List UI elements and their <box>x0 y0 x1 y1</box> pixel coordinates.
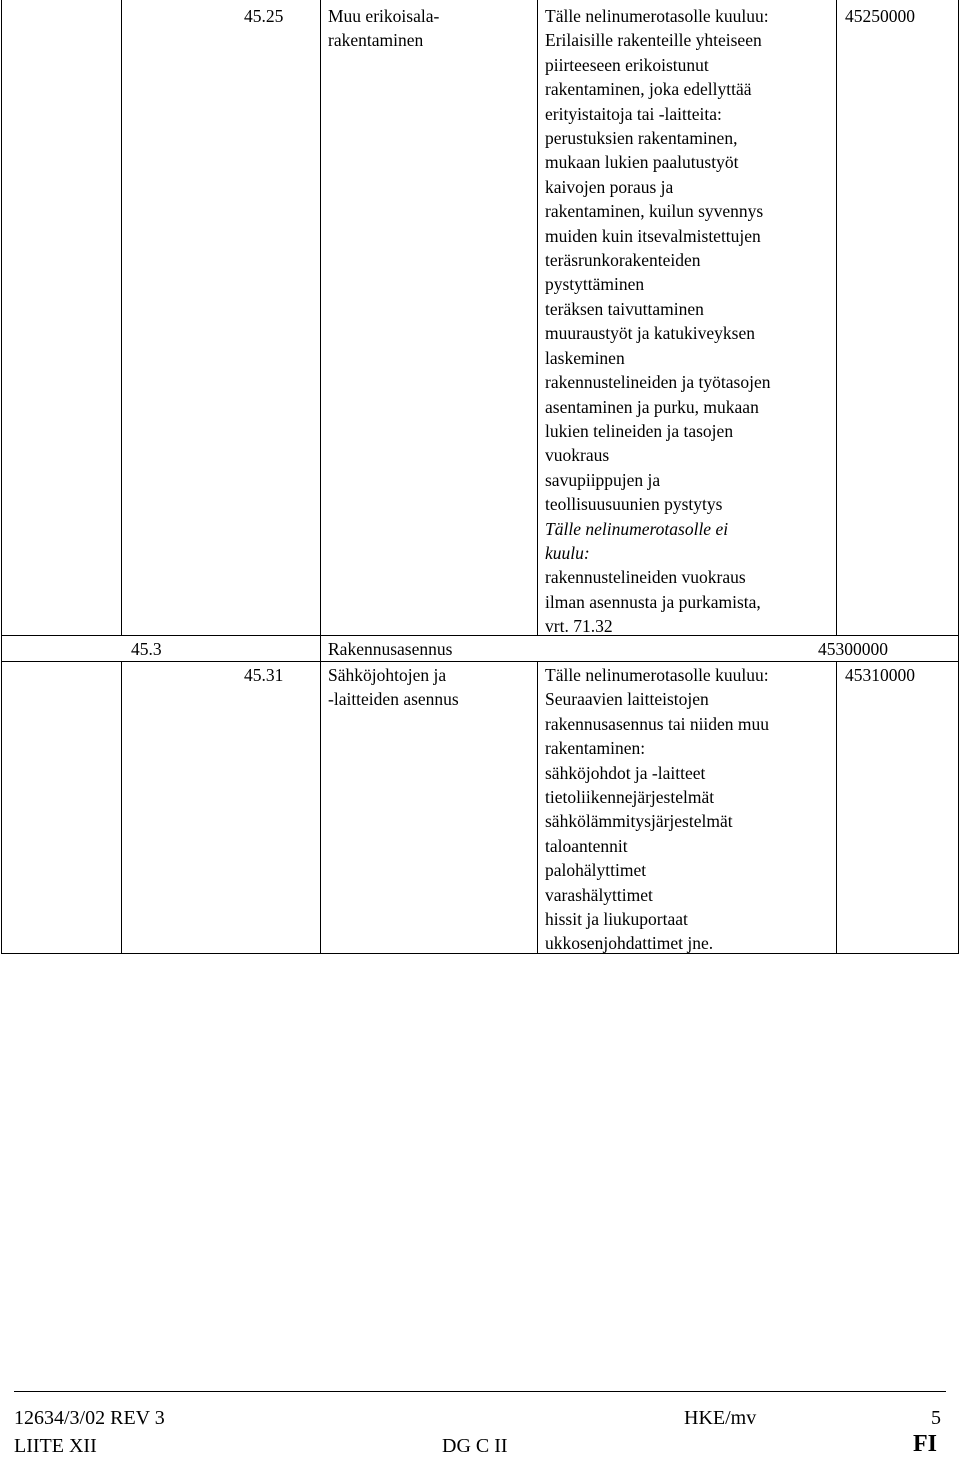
exclusion-line: ilman asennusta ja purkamista, <box>545 591 761 612</box>
footer-rule <box>14 1391 946 1392</box>
desc-line: sähköjohdot ja -laitteet <box>545 762 706 783</box>
exclusion-heading-line: kuulu: <box>545 542 590 563</box>
footer-initials: HKE/mv <box>684 1407 757 1429</box>
desc-line: varashälyttimet <box>545 884 653 905</box>
desc-line: Seuraavien laitteistojen <box>545 689 709 710</box>
desc-line: teollisuusuunien pystytys <box>545 494 723 515</box>
title-line: Muu erikoisala- <box>328 6 440 26</box>
exclusion-heading-line: Tälle nelinumerotasolle ei <box>545 518 729 539</box>
desc-line: ukkosenjohdattimet jne. <box>545 933 714 954</box>
desc-line: kaivojen poraus ja <box>545 176 674 197</box>
desc-line: perustuksien rakentaminen, <box>545 128 738 149</box>
table-border-bottom <box>1 953 959 954</box>
footer-doc-ref: 12634/3/02 REV 3 <box>14 1407 165 1429</box>
footer-page-number: 5 <box>931 1407 941 1429</box>
row-4531-code: 45.31 <box>244 665 284 685</box>
col-divider-836 <box>836 661 837 953</box>
footer-dg: DG C II <box>442 1435 508 1457</box>
row-4531-description <box>545 663 769 956</box>
desc-line: hissit ja liukuportaat <box>545 909 688 930</box>
desc-line: vuokraus <box>545 445 610 466</box>
desc-line: Erilaisille rakenteille yhteiseen <box>545 30 762 51</box>
row-453-code: 45.3 <box>131 639 162 659</box>
row-453-title: Rakennusasennus <box>328 639 453 659</box>
footer-annex: LIITE XII <box>14 1435 97 1457</box>
row-divider-635 <box>1 635 959 636</box>
desc-line: piirteeseen erikoistunut <box>545 54 709 75</box>
title-line: -laitteiden asennus <box>328 689 459 710</box>
footer-language: FI <box>913 1431 937 1457</box>
desc-line: pystyttäminen <box>545 274 645 295</box>
desc-line: taloantennit <box>545 835 628 856</box>
col-divider-320 <box>320 0 321 953</box>
row-4525-title <box>328 4 439 53</box>
desc-line: sähkölämmitysjärjestelmät <box>545 811 733 832</box>
row-4525-code: 45.25 <box>244 6 284 26</box>
row-4525-cpv: 45250000 <box>845 6 915 26</box>
desc-line: muuraustyöt ja katukiveyksen <box>545 323 755 344</box>
row-4525-description <box>545 4 770 639</box>
desc-line: erityistaitoja tai -laitteita: <box>545 103 722 124</box>
row-4531-cpv: 45310000 <box>845 665 915 685</box>
table-border-right <box>958 0 959 953</box>
exclusion-line: rakennustelineiden vuokraus <box>545 567 746 588</box>
table-border-left <box>1 0 2 953</box>
desc-line: palohälyttimet <box>545 860 647 881</box>
desc-line: rakennustelineiden ja työtasojen <box>545 372 771 393</box>
desc-line: rakentaminen: <box>545 738 646 759</box>
col-divider-537 <box>537 0 538 635</box>
exclusion-line: vrt. 71.32 <box>545 616 613 637</box>
title-line: rakentaminen <box>328 30 424 51</box>
desc-line: asentaminen ja purku, mukaan <box>545 396 759 417</box>
col-divider-537 <box>537 661 538 953</box>
desc-line: teräsrunkorakenteiden <box>545 250 701 271</box>
desc-line: savupiippujen ja <box>545 469 661 490</box>
desc-line: tietoliikennejärjestelmät <box>545 787 715 808</box>
row-4531-title <box>328 663 459 712</box>
desc-line: rakennusasennus tai niiden muu <box>545 713 770 734</box>
desc-line: muiden kuin itsevalmistettujen <box>545 225 761 246</box>
desc-line: lukien telineiden ja tasojen <box>545 420 734 441</box>
desc-line: laskeminen <box>545 347 625 368</box>
row-453-cpv: 45300000 <box>818 639 888 659</box>
desc-line: rakentaminen, kuilun syvennys <box>545 201 764 222</box>
desc-line: mukaan lukien paalutustyöt <box>545 152 739 173</box>
desc-line: teräksen taivuttaminen <box>545 298 704 319</box>
col-divider-121 <box>121 0 122 635</box>
desc-line: rakentaminen, joka edellyttää <box>545 79 752 100</box>
title-line: Sähköjohtojen ja <box>328 665 447 685</box>
desc-line: Tälle nelinumerotasolle kuuluu: <box>545 6 769 26</box>
col-divider-121 <box>121 661 122 953</box>
desc-line: Tälle nelinumerotasolle kuuluu: <box>545 665 769 685</box>
col-divider-836 <box>836 0 837 635</box>
